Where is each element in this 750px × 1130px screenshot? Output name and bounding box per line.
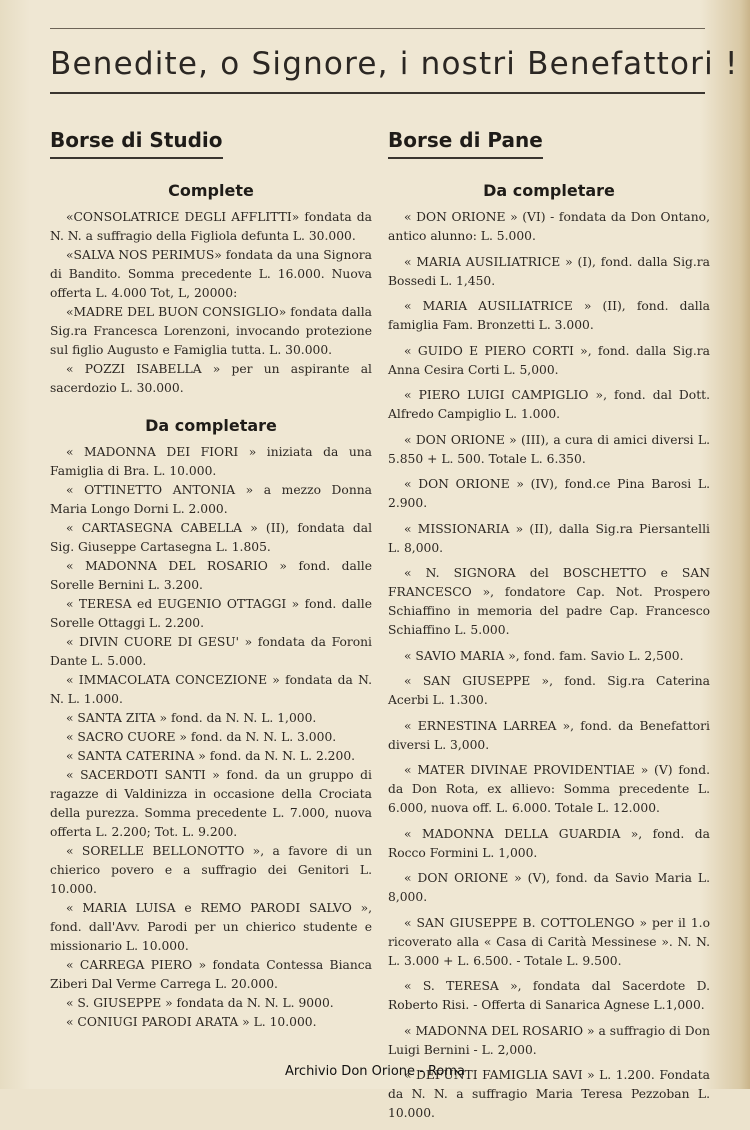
list-item: « CARREGA PIERO » fondata Contessa Bianca Ziberi Dal Verme Carrega L. 20.000. (50, 958, 372, 991)
list-item: « DON ORIONE » (IV), fond.ce Pina Barosi L. 2.900. (388, 477, 710, 510)
list-item: « ERNESTINA LARREA », fond. da Benefattori diversi L. 3,000. (388, 718, 710, 752)
list-item: « CONIUGI PARODI ARATA » L. 10.000. (66, 1015, 317, 1029)
subsection-title-da-completare: Da completare (483, 181, 615, 200)
list-item: « SAVIO MARIA », fond. fam. Savio L. 2,500. (404, 648, 684, 663)
list-item: « GUIDO E PIERO CORTI », fond. dalla Sig.ra Anna Cesira Corti L. 5,000. (388, 343, 710, 377)
list-item: « SANTA ZITA » fond. da N. N. L. 1,000. (66, 711, 317, 725)
list-item: « MADONNA DEL ROSARIO » fond. dalle Sorelle Bernini L. 3.200. (50, 559, 372, 592)
list-item: « MARIA AUSILIATRICE » (II), fond. dalla famiglia Fam. Bronzetti L. 3.000. (388, 299, 710, 332)
list-item: « SAN GIUSEPPE », fond. Sig.ra Caterina Acerbi L. 1.300. (388, 674, 710, 707)
section-title-borse-studio: Borse di Studio (50, 128, 223, 159)
list-item: « SACERDOTI SANTI » fond. da un gruppo di ragazze di Valdinizza in occasione della Crociata della purezza. Somma precedente L. 7.000, nuova offerta L. 2.200; Tot. L. 9.200. (50, 768, 372, 839)
right-column (388, 128, 710, 1130)
list-item: « SACRO CUORE » fond. da N. N. L. 3.000. (66, 730, 337, 744)
top-rule (50, 28, 705, 29)
list-item: « IMMACOLATA CONCEZIONE » fondata da N. N. L. 1.000. (50, 673, 372, 706)
list-item: « POZZI ISABELLA » per un aspirante al sacerdozio L. 30.000. (50, 362, 372, 395)
subsection-title-complete: Complete (168, 181, 254, 200)
list-item: « DON ORIONE » (V), fond. da Savio Maria L. 8,000. (388, 871, 710, 904)
list-item: «CONSOLATRICE DEGLI AFFLITTI» fondata da N. N. a suffragio della Figliola defunta L. 30.000. (50, 210, 372, 243)
list-item: « SAN GIUSEPPE B. COTTOLENGO » per il 1.o ricoverato alla « Casa di Carità Messinese ». N. N. L. 3.000 + L. 6.500. - Totale L. 9.500. (388, 915, 710, 968)
list-item: « DEFUNTI FAMIGLIA SAVI » L. 1.200. Fondata da N. N. a suffragio Maria Teresa Pezzoban L. 10.000. (388, 1068, 710, 1120)
list-item: « S. TERESA », fondata dal Sacerdote D. Roberto Risi. - Offerta di Sanarica Agnese L.1,000. (388, 979, 710, 1012)
subsection-title-da-completare: Da completare (145, 416, 277, 435)
list-item: « S. GIUSEPPE » fondata da N. N. L. 9000. (66, 996, 334, 1010)
list-item: « DIVIN CUORE DI GESU' » fondata da Foroni Dante L. 5.000. (50, 635, 372, 668)
page-title: Benedite, o Signore, i nostri Benefattori ! (50, 46, 739, 82)
list-item: « PIERO LUIGI CAMPIGLIO », fond. dal Dott. Alfredo Campiglio L. 1.000. (388, 388, 710, 421)
list-item: « TERESA ed EUGENIO OTTAGGI » fond. dalle Sorelle Ottaggi L. 2.200. (50, 597, 372, 630)
list-item: « N. SIGNORA del BOSCHETTO e SAN FRANCESCO », fondatore Cap. Not. Prospero Schiaffino in memoria del padre Cap. Francesco Schiaffino L. 5.000. (388, 566, 710, 637)
list-item: « MARIA AUSILIATRICE » (I), fond. dalla Sig.ra Bossedi L. 1,450. (388, 254, 710, 288)
list-item: « MISSIONARIA » (II), dalla Sig.ra Piersantelli L. 8,000. (388, 521, 710, 555)
list-item: «MADRE DEL BUON CONSIGLIO» fondata dalla Sig.ra Francesca Lorenzoni, invocando protezione sul figlio Augusto e Famiglia tutta. L. 30.000. (50, 305, 372, 357)
list-item: « MADONNA DEL ROSARIO » a suffragio di Don Luigi Bernini - L. 2,000. (388, 1023, 710, 1057)
archive-footer: Archivio Don Orione - Roma (284, 1064, 466, 1079)
complete-list (50, 208, 372, 398)
list-item: « DON ORIONE » (III), a cura di amici diversi L. 5.850 + L. 500. Totale L. 6.350. (388, 432, 710, 466)
list-item: «SALVA NOS PERIMUS» fondata da una Signora di Bandito. Somma precedente L. 16.000. Nuova offerta L. 4.000 Tot, L, 20000: (50, 248, 372, 300)
da-completare-list (50, 443, 372, 1032)
list-item: « DON ORIONE » (VI) - fondata da Don Ontano, antico alunno: L. 5.000. (388, 210, 710, 243)
list-item: « SORELLE BELLONOTTO », a favore di un chierico povero e a suffragio dei Genitori L. 10.000. (50, 844, 372, 896)
header-rule (50, 92, 705, 94)
section-title-borse-pane: Borse di Pane (388, 128, 543, 159)
da-completare-list (388, 208, 710, 1123)
list-item: « CARTASEGNA CABELLA » (II), fondata dal Sig. Giuseppe Cartasegna L. 1.805. (50, 521, 372, 554)
list-item: « MADONNA DEI FIORI » iniziata da una Famiglia di Bra. L. 10.000. (50, 445, 372, 478)
list-item: « MARIA LUISA e REMO PARODI SALVO », fond. dall'Avv. Parodi per un chierico studente e missionario L. 10.000. (50, 901, 372, 953)
list-item: « SANTA CATERINA » fond. da N. N. L. 2.200. (66, 749, 356, 763)
list-item: « MATER DIVINAE PROVIDENTIAE » (V) fond. da Don Rota, ex allievo: Somma precedente L. 6.000, nuova off. L. 6.000. Totale L. 12.000. (388, 763, 710, 815)
list-item: « MADONNA DELLA GUARDIA », fond. da Rocco Formini L. 1,000. (388, 826, 710, 860)
left-column (50, 128, 372, 1032)
list-item: « OTTINETTO ANTONIA » a mezzo Donna Maria Longo Dorni L. 2.000. (50, 483, 372, 516)
